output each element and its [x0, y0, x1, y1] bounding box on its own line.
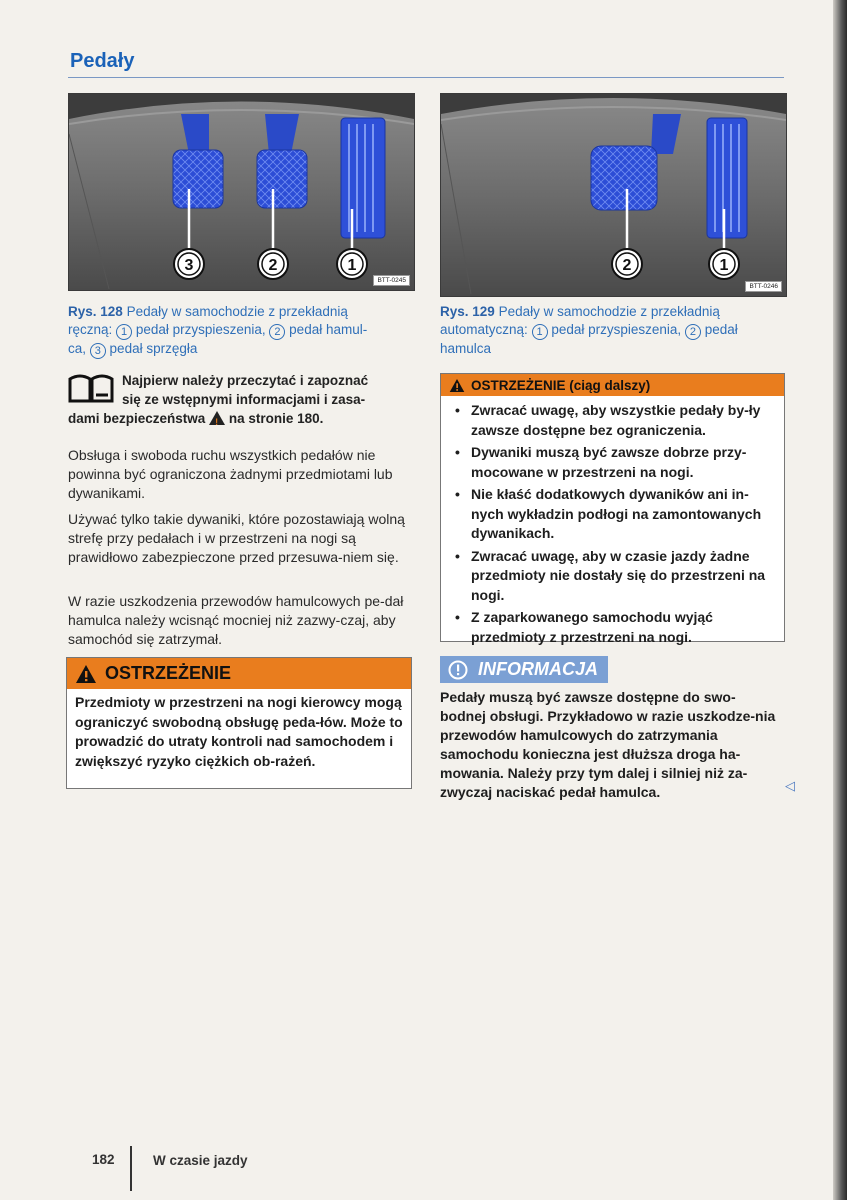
warning-header — [67, 658, 411, 689]
figure-code: BTT-0245 — [373, 275, 410, 286]
figure-caption-128: Rys. 128 Pedały w samochodzie z przekładnią ręczną: 1 pedał przyspieszenia, 2 pedał hamul- ca, 3 pedał sprzęgła — [68, 304, 368, 357]
warning-list — [441, 396, 784, 647]
page-heading: Pedały — [70, 50, 135, 72]
circled-number: 2 — [685, 324, 701, 340]
section-title: W czasie jazdy — [153, 1153, 248, 1168]
svg-text:3: 3 — [184, 257, 194, 274]
warning-bullet: • Nie kłaść dodatkowych dywaników ani in-nych wykładzin podłogi na zamontowanych dywanikach. — [447, 485, 776, 544]
page-number: 182 — [92, 1152, 115, 1167]
svg-text:2: 2 — [268, 257, 278, 274]
circled-number: 1 — [116, 324, 132, 340]
circled-number: 2 — [269, 324, 285, 340]
svg-text:2: 2 — [622, 257, 632, 274]
warning-box — [66, 657, 412, 789]
circled-number: 1 — [532, 324, 548, 340]
info-title: INFORMACJA — [478, 659, 598, 679]
marker-1 — [709, 249, 739, 279]
warning-triangle-icon — [449, 378, 465, 393]
marker-3 — [174, 249, 204, 279]
warning-bullet: • Dywaniki muszą być zawsze dobrze przy-mocowane w przestrzeni na nogi. — [447, 443, 776, 482]
figure-caption-129: Rys. 129 Pedały w samochodzie z przekładnią automatyczną: 1 pedał przyspieszenia, 2 pedał hamulca — [440, 304, 738, 356]
marker-1 — [337, 249, 367, 279]
manual-pedals-illustration — [69, 94, 414, 290]
svg-text:1: 1 — [719, 257, 729, 274]
info-exclamation-icon — [448, 660, 468, 680]
scan-edge — [833, 0, 847, 1200]
marker-2 — [612, 249, 642, 279]
svg-text:1: 1 — [347, 257, 357, 274]
caption-label: Rys. 128 — [68, 304, 123, 319]
warning-triangle-icon — [209, 411, 225, 425]
warning-header — [441, 374, 784, 396]
warning-title: OSTRZEŻENIE (ciąg dalszy) — [471, 377, 651, 393]
automatic-pedals-illustration — [441, 94, 786, 296]
paragraph-3: W razie uszkodzenia przewodów hamulcowych pe-dał hamulca należy wcisnąć mocniej niż zazwy-czaj, aby samochód się zatrzymał. — [68, 593, 404, 647]
book-icon — [68, 373, 114, 405]
paragraph-1: Obsługa i swoboda ruchu wszystkich pedałów nie powinna być ograniczona żadnymi przedmiotami lub dywanikami. — [68, 447, 393, 501]
figure-manual-pedals — [68, 93, 415, 291]
warning-continued-box — [440, 373, 785, 645]
info-text: Pedały muszą być zawsze dostępne do swo-bodnej obsługi. Przykładowo w razie uszkodze-nia przewodów hamulcowych do zatrzymania samochodu konieczna jest dłuższa droga ha-mowania. Należy przy tym dalej i silniej niż za-zwyczaj naciskać pedał hamulca. — [440, 689, 776, 800]
read-first-note: Najpierw należy przeczytać i zapoznać się ze wstępnymi informacjami i zasa- dami bezpieczeństwa ! na stronie 180. — [68, 371, 408, 428]
warning-triangle-icon — [75, 664, 97, 684]
warning-bullet: • Zwracać uwagę, aby wszystkie pedały by-ły zawsze dostępne bez ograniczenia. — [447, 401, 776, 440]
circled-number: 3 — [90, 343, 106, 359]
heading-rule — [68, 77, 784, 78]
info-header — [440, 656, 608, 683]
footer-divider — [130, 1146, 132, 1191]
back-arrow-icon: ◁ — [785, 778, 795, 793]
paragraph-2: Używać tylko takie dywaniki, które pozostawiają wolną strefę przy pedałach i w przestrzeni na nogi są prawidłowo zabezpieczone przed przesuwa-niem się. — [68, 511, 405, 565]
figure-code: BTT-0246 — [745, 281, 782, 292]
warning-bullet: • Zwracać uwagę, aby w czasie jazdy żadne przedmioty nie dostały się do przestrzeni na nogi. — [447, 547, 776, 606]
figure-automatic-pedals — [440, 93, 787, 297]
marker-2 — [258, 249, 288, 279]
warning-bullet: • Z zaparkowanego samochodu wyjąć przedmioty z przestrzeni na nogi. — [447, 608, 776, 647]
warning-title: OSTRZEŻENIE — [105, 663, 232, 683]
caption-label: Rys. 129 — [440, 304, 495, 319]
warning-text: Przedmioty w przestrzeni na nogi kierowcy mogą ograniczyć swobodną obsługę peda-łów. Może to prowadzić do utraty kontroli nad samochodem i zwiększyć ryzyko ciężkich ob-rażeń. — [75, 694, 403, 769]
